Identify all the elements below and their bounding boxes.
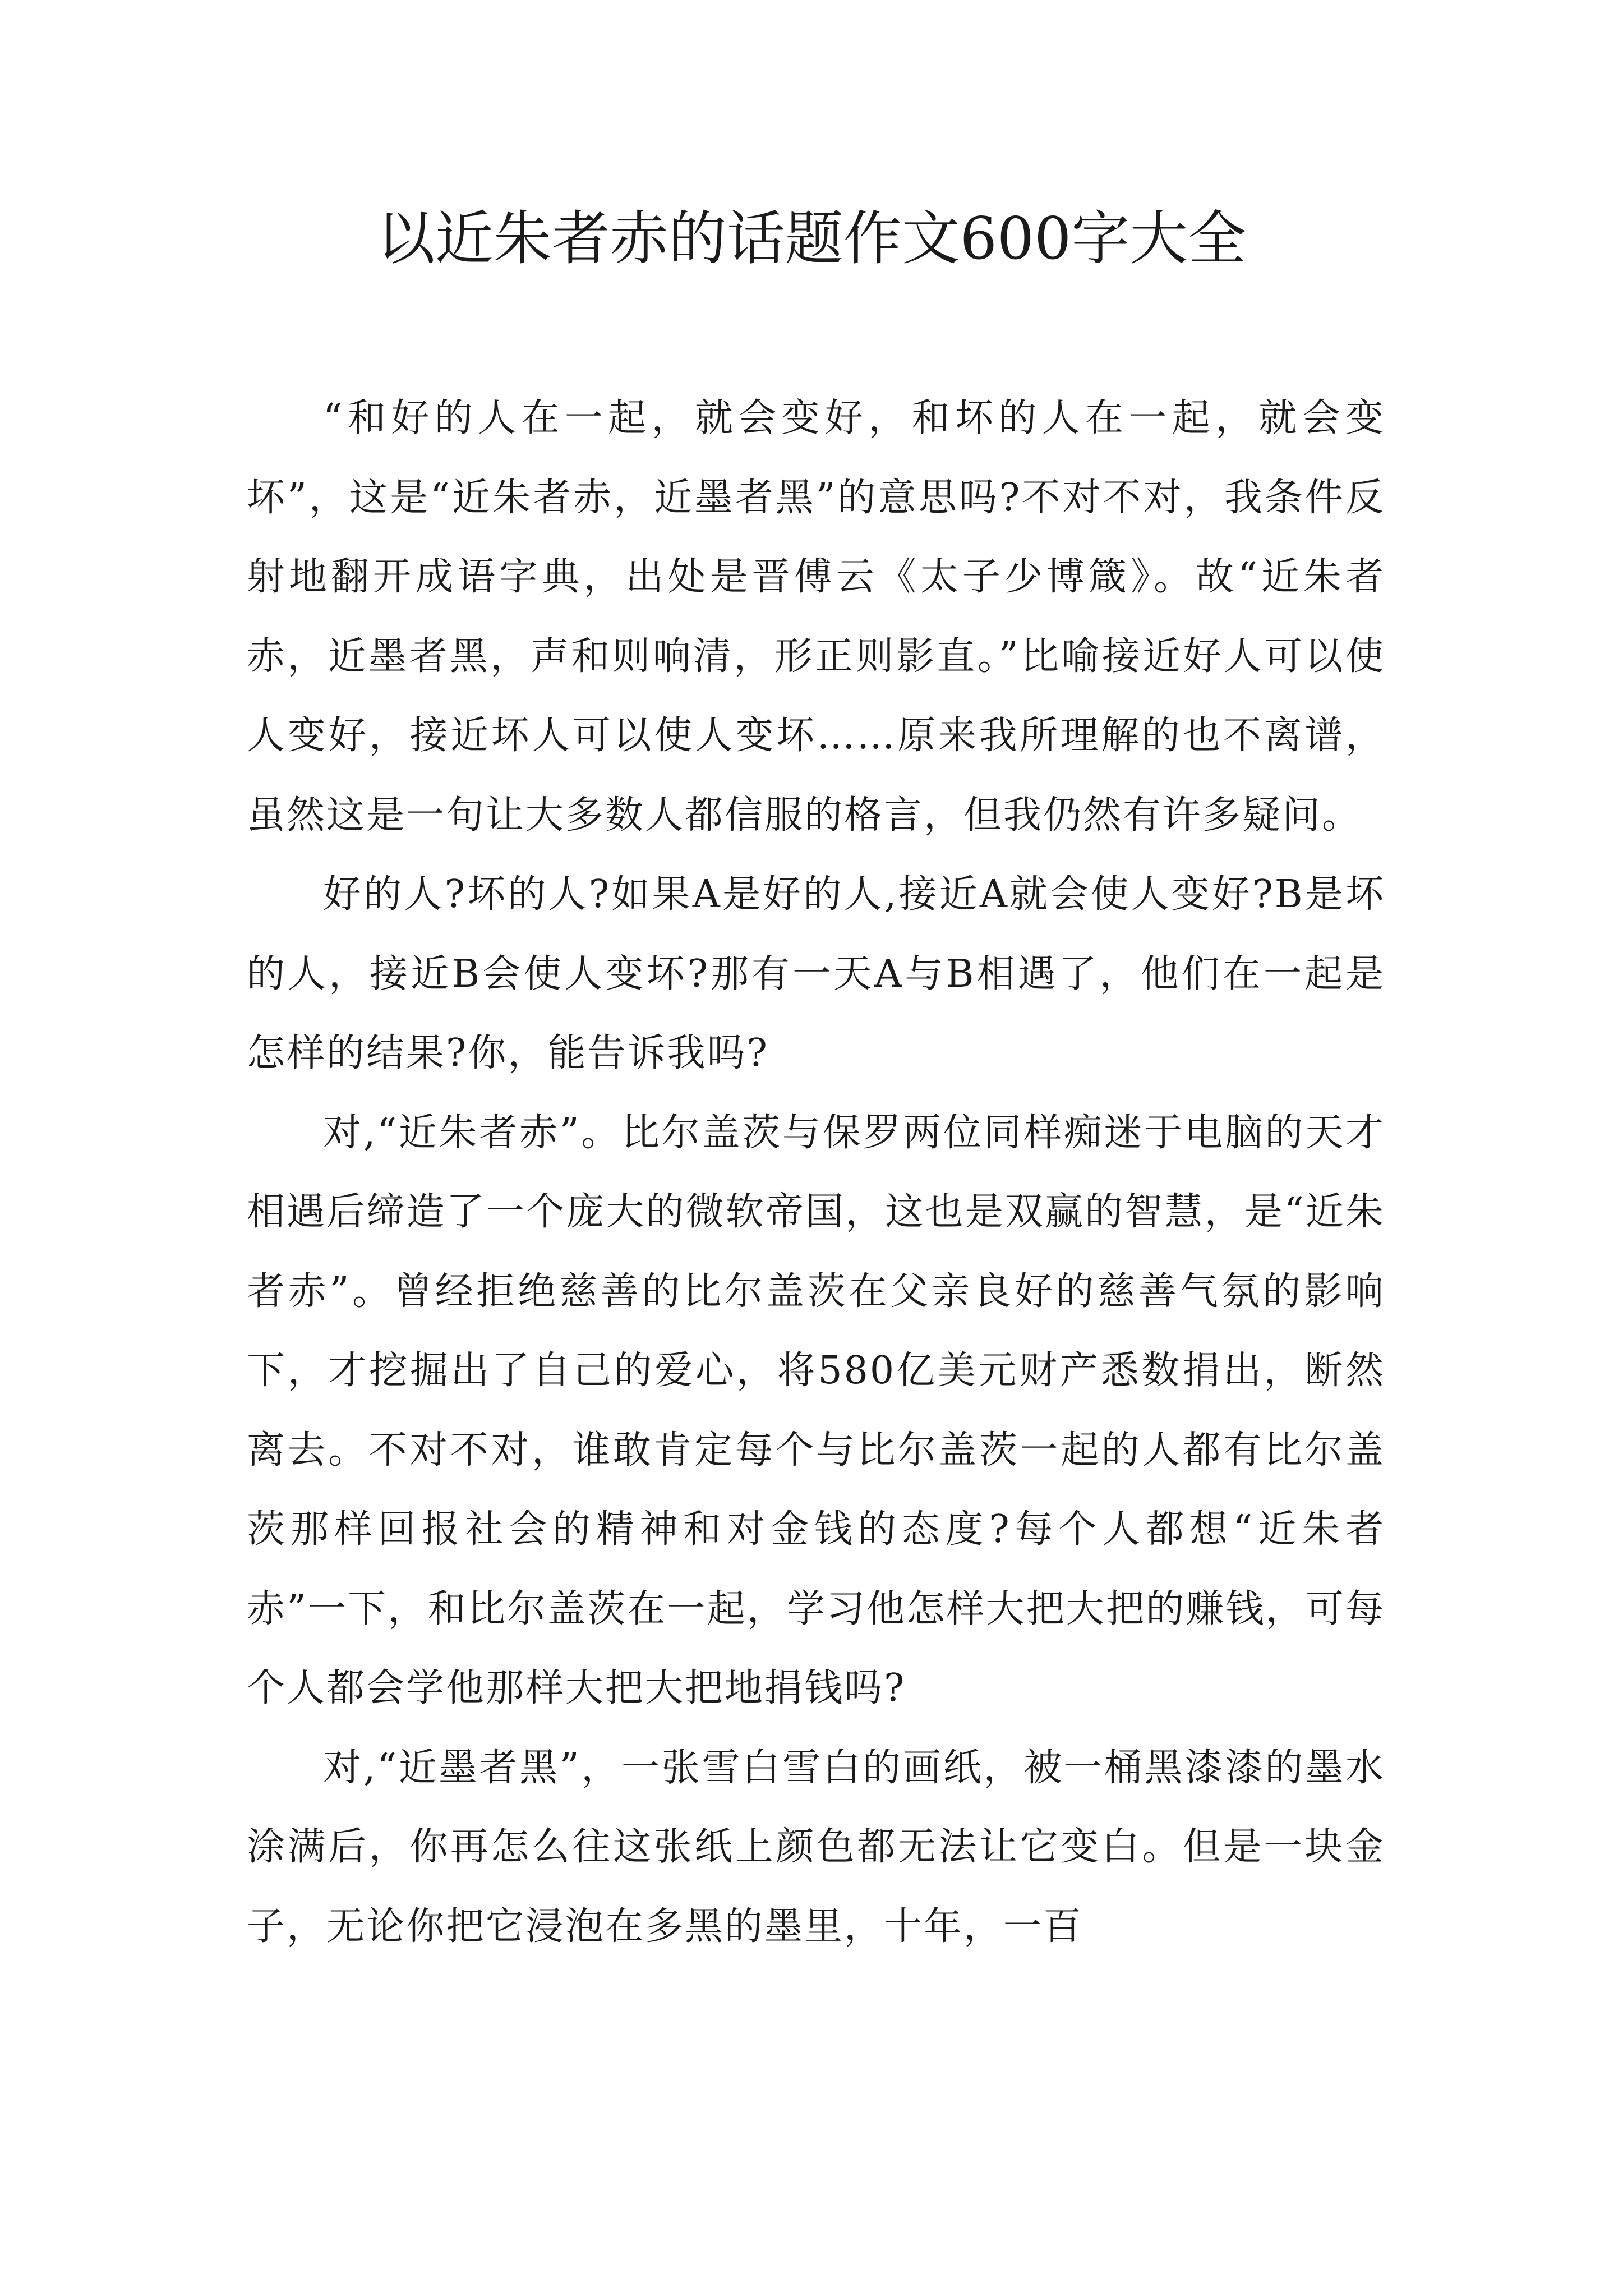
document-title: 以近朱者赤的话题作文600字大全 [376, 204, 1247, 273]
paragraph-2: 好的人?坏的人?如果A是好的人,接近A就会使人变好?B是坏的人，接近B会使人变坏?那有一天A与B相遇了，他们在一起是怎样的结果?你，能告诉我吗? [247, 872, 1385, 1075]
paragraph-4: 对,“近墨者黑”，一张雪白雪白的画纸，被一桶黑漆漆的墨水涂满后，你再怎么往这张纸上颜色都无法让它变白。但是一块金子，无论你把它浸泡在多黑的墨里，十年，一百 [247, 1745, 1385, 1949]
paragraph-1: “和好的人在一起，就会变好，和坏的人在一起，就会变坏”，这是“近朱者赤，近墨者黑”的意思吗?不对不对，我条件反射地翻开成语字典，出处是晋傅云《太子少博箴》。故“近朱者赤，近墨者黑，声和则响清，形正则影直。”比喻接近好人可以使人变好，接近坏人可以使人变坏……原来我所理解的也不离谱，虽然这是一句让大多数人都信服的格言，但我仍然有许多疑问。 [247, 396, 1385, 838]
document-body [247, 379, 1385, 1966]
paragraph-3: 对,“近朱者赤”。比尔盖茨与保罗两位同样痴迷于电脑的天才相遇后缔造了一个庞大的微软帝国，这也是双赢的智慧，是“近朱者赤”。曾经拒绝慈善的比尔盖茨在父亲良好的慈善气氛的影响下，才挖掘出了自己的爱心，将580亿美元财产悉数捐出，断然离去。不对不对，谁敢肯定每个与比尔盖茨一起的人都有比尔盖茨那样回报社会的精神和对金钱的态度?每个人都想“近朱者赤”一下，和比尔盖茨在一起，学习他怎样大把大把的赚钱，可每个人都会学他那样大把大把地捐钱吗? [247, 1110, 1385, 1710]
